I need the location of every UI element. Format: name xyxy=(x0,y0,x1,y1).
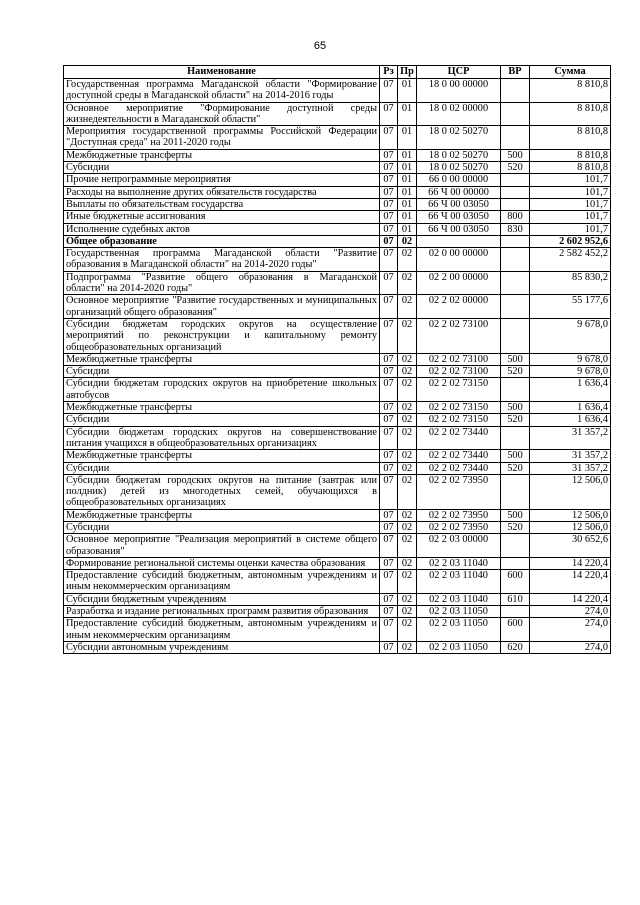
cell-csr: 02 2 02 73100 xyxy=(417,366,501,378)
cell-sum: 1 636,4 xyxy=(530,378,611,402)
cell-rz: 07 xyxy=(380,318,398,353)
cell-sum: 101,7 xyxy=(530,186,611,198)
cell-pr: 01 xyxy=(398,162,417,174)
cell-name: Субсидии бюджетам городских округов на приобретение школьных автобусов xyxy=(64,378,380,402)
table-row xyxy=(64,271,611,295)
cell-csr: 18 0 00 00000 xyxy=(417,79,501,103)
cell-name: Субсидии xyxy=(64,521,380,533)
cell-pr: 02 xyxy=(398,426,417,450)
cell-sum: 274,0 xyxy=(530,641,611,653)
cell-csr: 66 0 00 00000 xyxy=(417,174,501,186)
cell-rz: 07 xyxy=(380,126,398,150)
cell-sum: 31 357,2 xyxy=(530,462,611,474)
header-rz: Рз xyxy=(380,66,398,79)
table-row xyxy=(64,198,611,210)
cell-name: Субсидии xyxy=(64,162,380,174)
cell-rz: 07 xyxy=(380,570,398,594)
cell-csr: 02 0 00 00000 xyxy=(417,248,501,272)
cell-sum: 12 506,0 xyxy=(530,474,611,509)
cell-rz: 07 xyxy=(380,79,398,103)
cell-sum: 55 177,6 xyxy=(530,295,611,319)
cell-name: Мероприятия государственной программы Российской Федерации "Доступная среда" на 2011-2020 годы xyxy=(64,126,380,150)
page-number: 65 xyxy=(313,40,327,52)
cell-vr xyxy=(501,198,530,210)
header-sum: Сумма xyxy=(530,66,611,79)
cell-name: Расходы на выполнение других обязательств государства xyxy=(64,186,380,198)
table-row xyxy=(64,174,611,186)
cell-pr: 02 xyxy=(398,462,417,474)
cell-rz: 07 xyxy=(380,509,398,521)
cell-csr: 02 2 03 11050 xyxy=(417,641,501,653)
cell-pr: 02 xyxy=(398,353,417,365)
cell-rz: 07 xyxy=(380,534,398,558)
cell-csr: 02 2 03 11040 xyxy=(417,593,501,605)
cell-sum: 85 830,2 xyxy=(530,271,611,295)
cell-vr: 600 xyxy=(501,570,530,594)
cell-rz: 07 xyxy=(380,271,398,295)
cell-csr: 02 2 00 00000 xyxy=(417,271,501,295)
cell-vr xyxy=(501,126,530,150)
header-name: Наименование xyxy=(64,66,380,79)
table-row xyxy=(64,235,611,247)
cell-csr: 02 2 02 73440 xyxy=(417,426,501,450)
cell-name: Предоставление субсидий бюджетным, автономным учреждениям и иным некоммерческим организациям xyxy=(64,618,380,642)
cell-sum: 14 220,4 xyxy=(530,557,611,569)
cell-csr: 02 2 02 00000 xyxy=(417,295,501,319)
header-pr: Пр xyxy=(398,66,417,79)
cell-csr: 02 2 03 00000 xyxy=(417,534,501,558)
cell-name: Основное мероприятие "Реализация мероприятий в системе общего образования" xyxy=(64,534,380,558)
table-row xyxy=(64,474,611,509)
cell-vr: 520 xyxy=(501,414,530,426)
cell-csr: 02 2 02 73100 xyxy=(417,353,501,365)
cell-vr: 500 xyxy=(501,353,530,365)
cell-vr: 500 xyxy=(501,149,530,161)
cell-vr xyxy=(501,606,530,618)
cell-csr: 66 Ч 00 03050 xyxy=(417,211,501,223)
cell-vr: 520 xyxy=(501,162,530,174)
table-row xyxy=(64,426,611,450)
cell-rz: 07 xyxy=(380,198,398,210)
cell-vr xyxy=(501,248,530,272)
cell-sum: 30 652,6 xyxy=(530,534,611,558)
cell-name: Выплаты по обязательствам государства xyxy=(64,198,380,210)
cell-sum: 12 506,0 xyxy=(530,509,611,521)
cell-vr: 520 xyxy=(501,521,530,533)
cell-sum: 1 636,4 xyxy=(530,414,611,426)
cell-csr: 02 2 03 11050 xyxy=(417,606,501,618)
cell-csr: 02 2 02 73440 xyxy=(417,462,501,474)
cell-pr: 01 xyxy=(398,126,417,150)
cell-name: Основное мероприятие "Развитие государственных и муниципальных организаций общего образования" xyxy=(64,295,380,319)
cell-pr: 02 xyxy=(398,450,417,462)
cell-rz: 07 xyxy=(380,211,398,223)
cell-sum: 31 357,2 xyxy=(530,450,611,462)
cell-name: Иные бюджетные ассигнования xyxy=(64,211,380,223)
cell-sum: 12 506,0 xyxy=(530,521,611,533)
cell-csr: 02 2 03 11040 xyxy=(417,570,501,594)
cell-name: Субсидии автономным учреждениям xyxy=(64,641,380,653)
cell-name: Субсидии бюджетным учреждениям xyxy=(64,593,380,605)
cell-name: Государственная программа Магаданской области "Формирование доступной среды в Магаданской области" на 2014-2016 годы xyxy=(64,79,380,103)
cell-vr: 620 xyxy=(501,641,530,653)
cell-csr: 02 2 02 73100 xyxy=(417,318,501,353)
table-row xyxy=(64,211,611,223)
cell-vr xyxy=(501,174,530,186)
cell-rz: 07 xyxy=(380,235,398,247)
table-row xyxy=(64,318,611,353)
cell-csr: 66 Ч 00 03050 xyxy=(417,223,501,235)
cell-sum: 14 220,4 xyxy=(530,593,611,605)
cell-csr xyxy=(417,235,501,247)
cell-name: Государственная программа Магаданской области "Развитие образования в Магаданской области" на 2014-2020 годы" xyxy=(64,248,380,272)
cell-rz: 07 xyxy=(380,426,398,450)
table-row xyxy=(64,295,611,319)
cell-name: Основное мероприятие "Формирование доступной среды жизнедеятельности в Магаданской области" xyxy=(64,102,380,126)
cell-csr: 18 0 02 50270 xyxy=(417,126,501,150)
table-row xyxy=(64,248,611,272)
cell-vr: 830 xyxy=(501,223,530,235)
table-header-row xyxy=(64,66,611,79)
cell-pr: 02 xyxy=(398,509,417,521)
cell-csr: 18 0 02 00000 xyxy=(417,102,501,126)
cell-sum: 274,0 xyxy=(530,606,611,618)
cell-pr: 01 xyxy=(398,102,417,126)
cell-name: Межбюджетные трансферты xyxy=(64,450,380,462)
table-row xyxy=(64,593,611,605)
cell-vr xyxy=(501,186,530,198)
table-row xyxy=(64,126,611,150)
cell-name: Межбюджетные трансферты xyxy=(64,509,380,521)
table-row xyxy=(64,378,611,402)
cell-pr: 02 xyxy=(398,295,417,319)
cell-pr: 02 xyxy=(398,593,417,605)
cell-rz: 07 xyxy=(380,618,398,642)
cell-vr: 520 xyxy=(501,462,530,474)
table-row xyxy=(64,402,611,414)
cell-rz: 07 xyxy=(380,174,398,186)
cell-pr: 02 xyxy=(398,318,417,353)
cell-pr: 01 xyxy=(398,186,417,198)
cell-rz: 07 xyxy=(380,402,398,414)
cell-rz: 07 xyxy=(380,366,398,378)
cell-sum: 14 220,4 xyxy=(530,570,611,594)
cell-pr: 02 xyxy=(398,606,417,618)
cell-rz: 07 xyxy=(380,162,398,174)
table-row xyxy=(64,149,611,161)
cell-rz: 07 xyxy=(380,606,398,618)
table-row xyxy=(64,353,611,365)
cell-name: Прочие непрограммные мероприятия xyxy=(64,174,380,186)
cell-vr xyxy=(501,378,530,402)
cell-vr xyxy=(501,235,530,247)
cell-csr: 66 Ч 00 00000 xyxy=(417,186,501,198)
cell-pr: 02 xyxy=(398,557,417,569)
cell-pr: 02 xyxy=(398,521,417,533)
cell-sum: 1 636,4 xyxy=(530,402,611,414)
cell-rz: 07 xyxy=(380,248,398,272)
cell-csr: 02 2 02 73950 xyxy=(417,509,501,521)
cell-sum: 101,7 xyxy=(530,211,611,223)
table-row xyxy=(64,509,611,521)
table-row xyxy=(64,186,611,198)
cell-sum: 31 357,2 xyxy=(530,426,611,450)
header-vr: ВР xyxy=(501,66,530,79)
table-row xyxy=(64,570,611,594)
cell-vr: 500 xyxy=(501,402,530,414)
cell-pr: 02 xyxy=(398,366,417,378)
cell-pr: 01 xyxy=(398,149,417,161)
cell-rz: 07 xyxy=(380,641,398,653)
cell-name: Субсидии xyxy=(64,462,380,474)
cell-pr: 02 xyxy=(398,402,417,414)
cell-sum: 8 810,8 xyxy=(530,79,611,103)
cell-sum: 8 810,8 xyxy=(530,149,611,161)
cell-name: Межбюджетные трансферты xyxy=(64,149,380,161)
table-row xyxy=(64,557,611,569)
cell-pr: 02 xyxy=(398,271,417,295)
cell-vr xyxy=(501,295,530,319)
cell-rz: 07 xyxy=(380,186,398,198)
table-row xyxy=(64,606,611,618)
cell-pr: 01 xyxy=(398,79,417,103)
cell-csr: 02 2 03 11040 xyxy=(417,557,501,569)
cell-rz: 07 xyxy=(380,462,398,474)
cell-pr: 02 xyxy=(398,378,417,402)
cell-sum: 101,7 xyxy=(530,174,611,186)
cell-csr: 02 2 02 73150 xyxy=(417,378,501,402)
cell-vr: 500 xyxy=(501,509,530,521)
cell-vr xyxy=(501,102,530,126)
cell-name: Субсидии бюджетам городских округов на совершенствование питания учащихся в общеобразовательных организациях xyxy=(64,426,380,450)
cell-csr: 18 0 02 50270 xyxy=(417,149,501,161)
cell-sum: 2 582 452,2 xyxy=(530,248,611,272)
table-row xyxy=(64,366,611,378)
cell-csr: 18 0 02 50270 xyxy=(417,162,501,174)
cell-vr xyxy=(501,79,530,103)
cell-rz: 07 xyxy=(380,378,398,402)
cell-pr: 02 xyxy=(398,534,417,558)
cell-sum: 8 810,8 xyxy=(530,162,611,174)
cell-name: Общее образование xyxy=(64,235,380,247)
cell-vr: 610 xyxy=(501,593,530,605)
table-row xyxy=(64,162,611,174)
cell-rz: 07 xyxy=(380,450,398,462)
cell-name: Формирование региональной системы оценки качества образования xyxy=(64,557,380,569)
cell-sum: 9 678,0 xyxy=(530,353,611,365)
table-row xyxy=(64,414,611,426)
table-row xyxy=(64,450,611,462)
cell-vr xyxy=(501,318,530,353)
cell-pr: 01 xyxy=(398,174,417,186)
cell-csr: 02 2 02 73950 xyxy=(417,521,501,533)
cell-rz: 07 xyxy=(380,474,398,509)
table-row xyxy=(64,223,611,235)
cell-pr: 02 xyxy=(398,248,417,272)
cell-sum: 8 810,8 xyxy=(530,126,611,150)
cell-pr: 02 xyxy=(398,414,417,426)
table-body xyxy=(64,79,611,654)
table-row xyxy=(64,618,611,642)
cell-rz: 07 xyxy=(380,414,398,426)
cell-rz: 07 xyxy=(380,521,398,533)
cell-csr: 02 2 02 73950 xyxy=(417,474,501,509)
cell-vr xyxy=(501,474,530,509)
header-csr: ЦСР xyxy=(417,66,501,79)
cell-name: Субсидии xyxy=(64,414,380,426)
cell-name: Межбюджетные трансферты xyxy=(64,402,380,414)
cell-pr: 01 xyxy=(398,223,417,235)
cell-rz: 07 xyxy=(380,223,398,235)
budget-table xyxy=(63,65,611,654)
cell-sum: 2 602 952,6 xyxy=(530,235,611,247)
cell-sum: 274,0 xyxy=(530,618,611,642)
cell-rz: 07 xyxy=(380,557,398,569)
cell-vr xyxy=(501,557,530,569)
cell-csr: 02 2 02 73150 xyxy=(417,414,501,426)
cell-name: Подпрограмма "Развитие общего образования в Магаданской области" на 2014-2020 годы" xyxy=(64,271,380,295)
cell-pr: 02 xyxy=(398,474,417,509)
cell-pr: 02 xyxy=(398,618,417,642)
cell-csr: 02 2 02 73440 xyxy=(417,450,501,462)
cell-vr xyxy=(501,426,530,450)
cell-name: Разработка и издание региональных программ развития образования xyxy=(64,606,380,618)
cell-name: Субсидии бюджетам городских округов на питание (завтрак или полдник) детей из многодетных семей, обучающихся в общеобразовательных организациях xyxy=(64,474,380,509)
cell-pr: 01 xyxy=(398,198,417,210)
cell-pr: 02 xyxy=(398,235,417,247)
cell-vr: 500 xyxy=(501,450,530,462)
cell-sum: 9 678,0 xyxy=(530,366,611,378)
cell-pr: 01 xyxy=(398,211,417,223)
cell-rz: 07 xyxy=(380,593,398,605)
cell-rz: 07 xyxy=(380,295,398,319)
table-row xyxy=(64,102,611,126)
cell-vr: 600 xyxy=(501,618,530,642)
cell-pr: 02 xyxy=(398,641,417,653)
cell-vr xyxy=(501,271,530,295)
cell-sum: 101,7 xyxy=(530,198,611,210)
cell-rz: 07 xyxy=(380,353,398,365)
cell-vr xyxy=(501,534,530,558)
cell-vr: 800 xyxy=(501,211,530,223)
cell-sum: 8 810,8 xyxy=(530,102,611,126)
table-row xyxy=(64,79,611,103)
cell-name: Исполнение судебных актов xyxy=(64,223,380,235)
cell-rz: 07 xyxy=(380,149,398,161)
cell-csr: 02 2 02 73150 xyxy=(417,402,501,414)
cell-sum: 9 678,0 xyxy=(530,318,611,353)
cell-csr: 02 2 03 11050 xyxy=(417,618,501,642)
table-row xyxy=(64,641,611,653)
table-row xyxy=(64,521,611,533)
cell-sum: 101,7 xyxy=(530,223,611,235)
cell-pr: 02 xyxy=(398,570,417,594)
cell-name: Предоставление субсидий бюджетным, автономным учреждениям и иным некоммерческим организациям xyxy=(64,570,380,594)
cell-rz: 07 xyxy=(380,102,398,126)
cell-csr: 66 Ч 00 03050 xyxy=(417,198,501,210)
cell-vr: 520 xyxy=(501,366,530,378)
cell-name: Межбюджетные трансферты xyxy=(64,353,380,365)
cell-name: Субсидии бюджетам городских округов на осуществление мероприятий по реконструкции и капитальному ремонту общеобразовательных организаций xyxy=(64,318,380,353)
cell-name: Субсидии xyxy=(64,366,380,378)
table-row xyxy=(64,462,611,474)
table-row xyxy=(64,534,611,558)
